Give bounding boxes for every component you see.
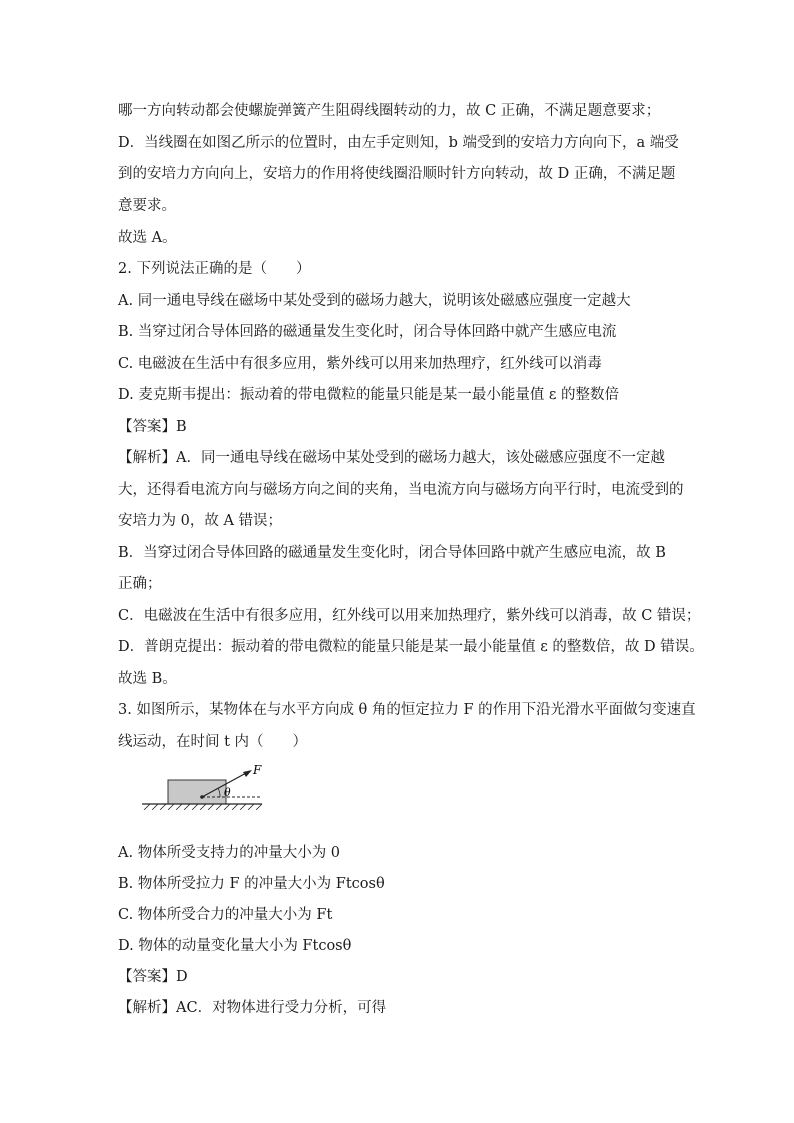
option-b: B. 物体所受拉力 F 的冲量大小为 Ftcosθ: [118, 876, 385, 892]
option-b: B. 当穿过闭合导体回路的磁通量发生变化时，闭合导体回路中就产生感应电流: [118, 324, 617, 340]
analysis-line: 大，还得看电流方向与磁场方向之间的夹角，当电流方向与磁场方向平行时，电流受到的: [118, 482, 684, 498]
question-2-stem: 2. 下列说法正确的是（ ）: [118, 261, 311, 277]
text-line: 到的安培力方向向上，安培力的作用将使线圈沿顺时针方向转动，故 D 正确，不满足题: [118, 166, 676, 182]
answer-label: 【答案】D: [118, 969, 188, 985]
analysis-line: D．普朗克提出：振动着的带电微粒的能量只能是某一最小能量值 ε 的整数倍，故 D 错误。: [118, 639, 704, 655]
analysis-line: 正确；: [118, 576, 162, 592]
force-diagram: [140, 762, 280, 810]
option-d: D. 麦克斯韦提出：振动着的带电微粒的能量只能是某一最小能量值 ε 的整数倍: [118, 387, 620, 403]
option-c: C. 物体所受合力的冲量大小为 Ft: [118, 907, 333, 923]
analysis-line: 安培力为 0，故 A 错误；: [118, 513, 283, 529]
option-a: A. 物体所受支持力的冲量大小为 0: [118, 845, 341, 861]
arrow-head-icon: [243, 770, 252, 777]
conclusion-line: 故选 B。: [118, 671, 177, 687]
option-a: A. 同一通电导线在磁场中某处受到的磁场力越大，说明该处磁感应强度一定越大: [118, 293, 631, 309]
option-c: C. 电磁波在生活中有很多应用，紫外线可以用来加热理疗，红外线可以消毒: [118, 356, 602, 372]
question-3-stem-cont: 线运动，在时间 t 内（ ）: [118, 734, 308, 750]
text-line: D．当线圈在如图乙所示的位置时，由左手定则知，b 端受到的安培力方向向下，a 端受: [118, 135, 679, 151]
analysis-line: B．当穿过闭合导体回路的磁通量发生变化时，闭合导体回路中就产生感应电流，故 B: [118, 545, 666, 561]
analysis-line: 【解析】A．同一通电导线在磁场中某处受到的磁场力越大，该处磁感应强度不一定越: [118, 450, 665, 466]
option-d: D. 物体的动量变化量大小为 Ftcosθ: [118, 938, 352, 954]
analysis-line: 【解析】AC．对物体进行受力分析，可得: [118, 1000, 387, 1016]
analysis-line: C．电磁波在生活中有很多应用，红外线可以用来加热理疗，紫外线可以消毒，故 C 错误；: [118, 608, 701, 624]
text-line: 故选 A。: [118, 230, 177, 246]
answer-label: 【答案】B: [118, 419, 187, 435]
angle-label: θ: [224, 786, 231, 799]
text-line: 意要求。: [118, 198, 176, 214]
force-label: F: [253, 763, 262, 777]
block: [168, 780, 226, 804]
ground-hatching: [144, 804, 262, 810]
text-line: 哪一方向转动都会使螺旋弹簧产生阻碍线圈转动的力，故 C 正确，不满足题意要求；: [118, 103, 661, 119]
question-3-stem: 3. 如图所示，某物体在与水平方向成 θ 角的恒定拉力 F 的作用下沿光滑水平面做匀变速直: [118, 702, 696, 718]
